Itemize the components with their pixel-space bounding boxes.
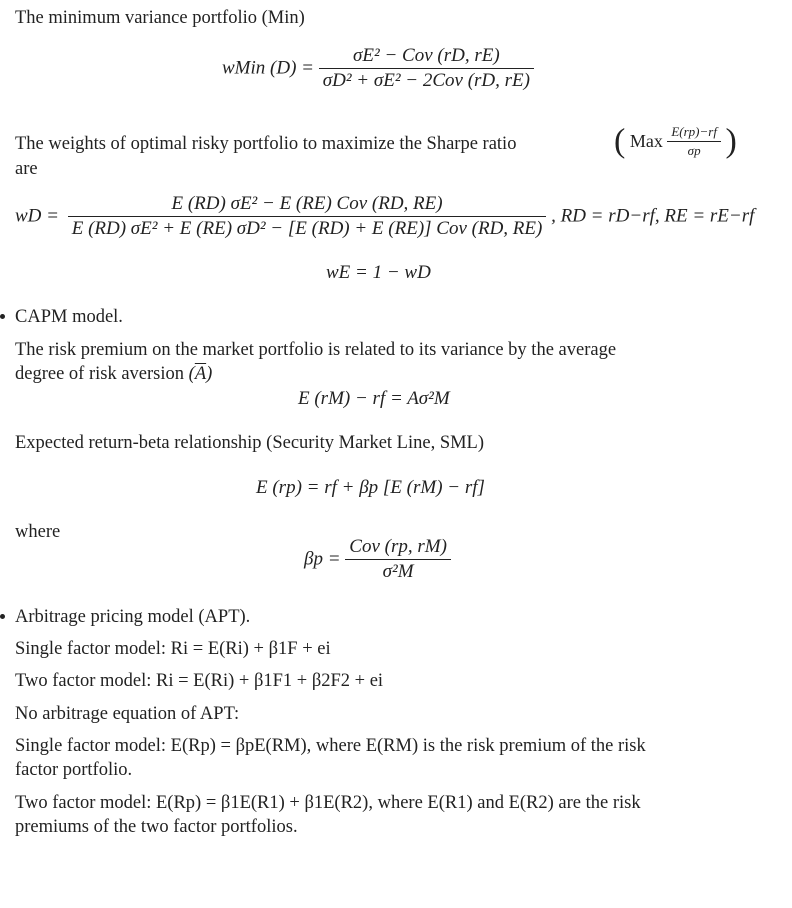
sharpe-max-label: Max (629, 131, 663, 151)
min-variance-numerator: σE² − Cov (rD, rE) (319, 45, 534, 69)
sharpe-numerator: E(rp)−rf (667, 124, 721, 142)
wd-numerator: E (RD) σE² − E (RE) Cov (RD, RE) (68, 193, 547, 217)
beta-lhs: βp = (304, 548, 341, 570)
beta-fraction (345, 536, 451, 583)
min-variance-formula-lhs: wMin (D) = (222, 57, 314, 79)
min-variance-fraction (319, 45, 534, 92)
apt-bullet (0, 614, 5, 619)
min-variance-heading (15, 6, 305, 30)
capm-title: CAPM model. (15, 307, 123, 327)
apt-two-factor: Two factor model: Ri = E(Ri) + β1F1 + β2F2 + ei (15, 671, 384, 691)
capm-risk-premium-formula: E (rM) − rf = Aσ²M (298, 388, 450, 409)
capm-where: where (15, 522, 61, 542)
risk-aversion-letter: $\overline{A}$ (194, 364, 207, 384)
apt-single-factor-eq-line2: factor portfolio. (15, 760, 133, 780)
sharpe-fraction (667, 124, 721, 159)
optimal-risky-are: are (15, 159, 38, 179)
beta-numerator: Cov (rp, rM) (345, 536, 451, 560)
wd-lhs: wD = (15, 205, 59, 227)
sharpe-denominator: σp (687, 143, 701, 158)
apt-two-factor-eq-line2: premiums of the two factor portfolios. (15, 817, 298, 837)
wd-definitions: , RD = rD−rf, RE = rE−rf (551, 205, 755, 227)
wd-formula (15, 193, 754, 240)
wd-fraction (68, 193, 547, 240)
apt-no-arbitrage-title: No arbitrage equation of APT: (15, 704, 240, 724)
sml-text: Expected return-beta relationship (Security Market Line, SML) (15, 433, 485, 453)
capm-risk-premium-line1: The risk premium on the market portfolio is related to its variance by the average (15, 340, 617, 360)
min-variance-heading-text: The minimum variance portfolio (Min) (15, 8, 305, 28)
optimal-risky-text-line1: The weights of optimal risky portfolio to maximize the Sharpe ratio (15, 134, 517, 154)
apt-single-factor-eq-line1: Single factor model: E(Rp) = βpE(RM), where E(RM) is the risk premium of the risk (15, 736, 646, 756)
sharpe-ratio-expression (614, 124, 737, 159)
sml-formula: E (rp) = rf + βp [E (rM) − rf] (256, 477, 485, 498)
wd-denominator: E (RD) σE² + E (RE) σD² − [E (RD) + E (RE)] Cov (RD, RE) (71, 218, 543, 239)
beta-denominator: σ²M (382, 561, 414, 582)
min-variance-formula (222, 45, 534, 92)
beta-formula (304, 536, 451, 583)
capm-bullet (0, 314, 5, 319)
min-variance-denominator: σD² + σE² − 2Cov (rD, rE) (322, 70, 530, 91)
apt-two-factor-eq-line1: Two factor model: E(Rp) = β1E(R1) + β1E(R2), where E(R1) and E(R2) are the risk (15, 793, 641, 813)
we-formula: wE = 1 − wD (326, 262, 431, 283)
risk-aversion-symbol: $(\overline{A})$ (188, 364, 213, 384)
optimal-risky-text (15, 132, 516, 156)
capm-risk-premium-line2-text: degree of risk aversion (15, 364, 185, 384)
left-paren: ( (614, 122, 626, 160)
capm-risk-premium-line2 (15, 362, 212, 386)
apt-single-factor: Single factor model: Ri = E(Ri) + β1F + ei (15, 639, 331, 659)
apt-title: Arbitrage pricing model (APT). (15, 607, 251, 627)
right-paren: ) (725, 122, 737, 160)
